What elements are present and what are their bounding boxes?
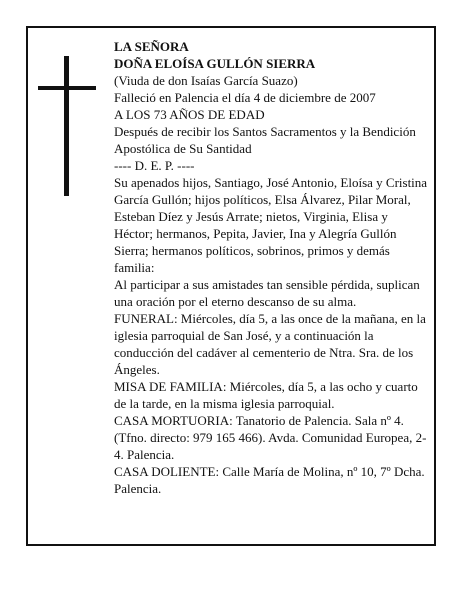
mortuary-info: CASA MORTUORIA: Tanatorio de Palencia. Sala nº 4. (Tfno. directo: 979 165 466). Avda. Comunidad Europea, 2-4. Palencia. <box>114 413 427 462</box>
family-mass-info: MISA DE FAMILIA: Miércoles, día 5, a las ocho y cuarto de la tarde, en la misma iglesia parroquial. <box>114 379 418 411</box>
age-line: A LOS 73 AÑOS DE EDAD <box>114 107 265 122</box>
funeral-info: FUNERAL: Miércoles, día 5, a las once de la mañana, en la iglesia parroquial de San José, y a continuación la conducción del cadáver al cementerio de Ntra. Sra. de los Ángeles. <box>114 311 426 377</box>
widow-line: (Viuda de don Isaías García Suazo) <box>114 73 298 88</box>
obituary-text <box>114 38 428 497</box>
cross-icon <box>64 56 69 196</box>
sacraments-line: Después de recibir los Santos Sacramentos y la Bendición Apostólica de Su Santidad <box>114 124 416 156</box>
home-info: CASA DOLIENTE: Calle María de Molina, nº 10, 7º Dcha. Palencia. <box>114 464 425 496</box>
rip-line: ---- D. E. P. ---- <box>114 158 195 173</box>
cross-icon-bar <box>38 86 96 90</box>
prayer-request: Al participar a sus amistades tan sensible pérdida, suplican una oración por el eterno descanso de su alma. <box>114 277 420 309</box>
deceased-name: DOÑA ELOÍSA GULLÓN SIERRA <box>114 56 316 71</box>
notice-title: LA SEÑORA <box>114 39 189 54</box>
death-line: Falleció en Palencia el día 4 de diciembre de 2007 <box>114 90 376 105</box>
family-list: Su apenados hijos, Santiago, José Antonio, Eloísa y Cristina García Gullón; hijos políticos, Elsa Álvarez, Pilar Moral, Esteban Díez y Jesús Arrate; nietos, Virginia, Elisa y Héctor; hermanos, Pepita, Javier, Ina y Alegría Gullón Sierra; hermanos políticos, sobrinos, primos y demás familia: <box>114 175 428 275</box>
